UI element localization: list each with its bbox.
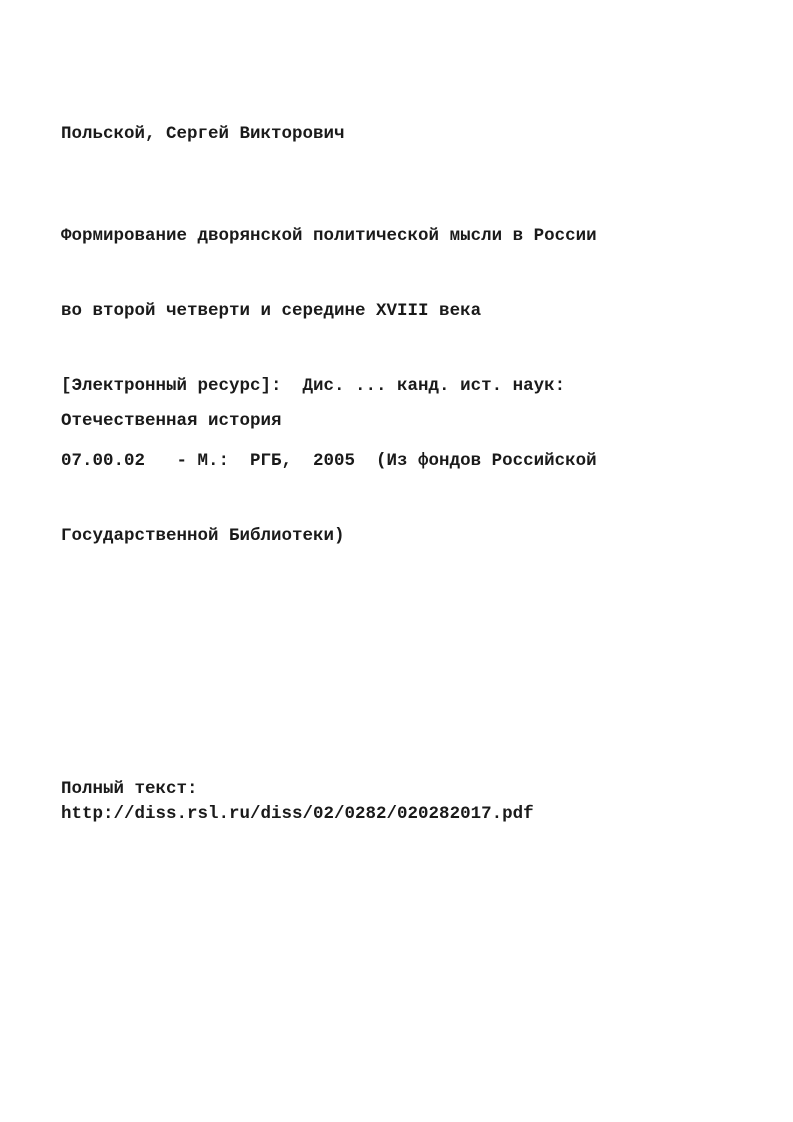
subject-heading: Отечественная история (61, 411, 282, 431)
title-line: Формирование дворянской политической мысли в России (61, 226, 597, 246)
title-line: 07.00.02 - М.: РГБ, 2005 (Из фондов Российской (61, 451, 597, 471)
fulltext-label: Полный текст: (61, 779, 198, 799)
title-line: [Электронный ресурс]: Дис. ... канд. ист. наук: (61, 376, 566, 396)
title-block (61, 174, 597, 574)
fulltext-url[interactable]: http://diss.rsl.ru/diss/02/0282/020282017.pdf (61, 804, 534, 824)
title-line: Государственной Библиотеки) (61, 526, 345, 546)
author-name: Польской, Сергей Викторович (61, 124, 345, 144)
title-line: во второй четверти и середине XVIII века (61, 301, 482, 321)
